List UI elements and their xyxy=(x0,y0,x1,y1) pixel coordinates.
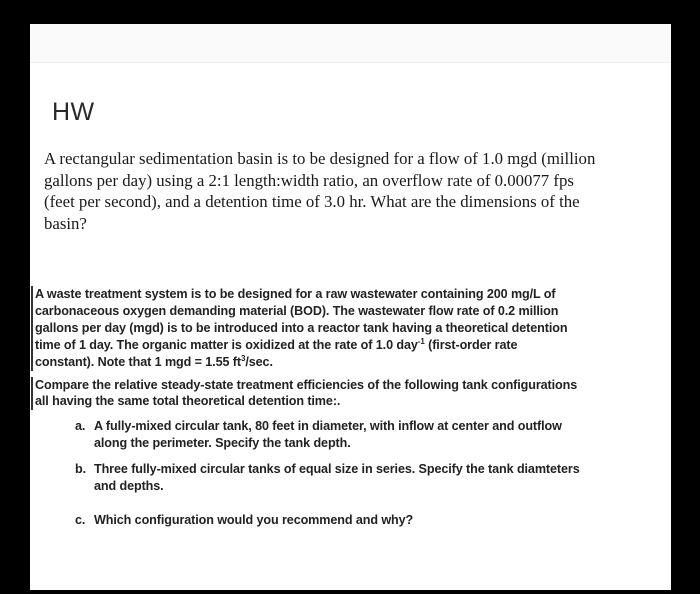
problem-1-line: A rectangular sedimentation basin is to be designed for a flow of 1.0 mgd (million xyxy=(44,149,596,168)
problem-1-line: (feet per second), and a detention time of 3.0 hr. What are the dimensions of the xyxy=(44,192,580,211)
rate-text-end: (first-order rate xyxy=(424,337,518,352)
problem-2-intro xyxy=(31,286,666,371)
option-line: Three fully-mixed circular tanks of equal size in series. Specify the tank diamteters xyxy=(94,462,580,477)
rate-text: time of 1 day. The organic matter is oxidized at the rate of 1.0 day xyxy=(35,337,418,352)
option-marker: a. xyxy=(75,419,86,434)
compare-line: Compare the relative steady-state treatment efficiencies of the following tank configurations xyxy=(35,377,578,392)
option-line: Which configuration would you recommend and why? xyxy=(94,512,414,527)
document-page xyxy=(30,24,671,590)
rate-exponent: -1 xyxy=(417,336,425,346)
option-c xyxy=(31,512,666,529)
problem-1-line: gallons per day) using a 2:1 length:width ratio, an overflow rate of 0.00077 fps xyxy=(44,170,574,190)
problem-2 xyxy=(31,286,666,538)
option-line: A fully-mixed circular tank, 80 feet in diameter, with inflow at center and outflow xyxy=(94,419,562,434)
option-marker: c. xyxy=(75,512,86,527)
conversion-text-end: /sec. xyxy=(245,354,273,369)
problem-2-intro-line xyxy=(35,337,666,354)
top-band xyxy=(30,24,671,63)
problem-1-text xyxy=(44,148,664,234)
conversion-text: constant). Note that 1 mgd = 1.55 ft xyxy=(35,354,241,369)
option-b xyxy=(31,461,666,495)
problem-2-intro-line: A waste treatment system is to be designed for a raw wastewater containing 200 mg/L of xyxy=(35,287,556,301)
problem-1-line: basin? xyxy=(44,213,87,233)
option-marker: b. xyxy=(75,462,86,477)
page-title: HW xyxy=(52,98,95,126)
compare-line: all having the same total theoretical detention time:. xyxy=(35,394,341,409)
option-line: along the perimeter. Specify the tank depth. xyxy=(94,436,351,451)
option-line: and depths. xyxy=(94,479,164,494)
problem-2-intro-line: carbonaceous oxygen demanding material (BOD). The wastewater flow rate of 0.2 million xyxy=(35,303,559,318)
option-list xyxy=(31,418,666,529)
problem-2-intro-line xyxy=(35,354,666,371)
problem-2-intro-line: gallons per day (mgd) is to be introduced into a reactor tank having a theoretical detention xyxy=(35,320,568,335)
problem-2-compare xyxy=(31,377,666,411)
conversion-exponent: 3 xyxy=(240,353,246,363)
option-a xyxy=(31,418,666,452)
